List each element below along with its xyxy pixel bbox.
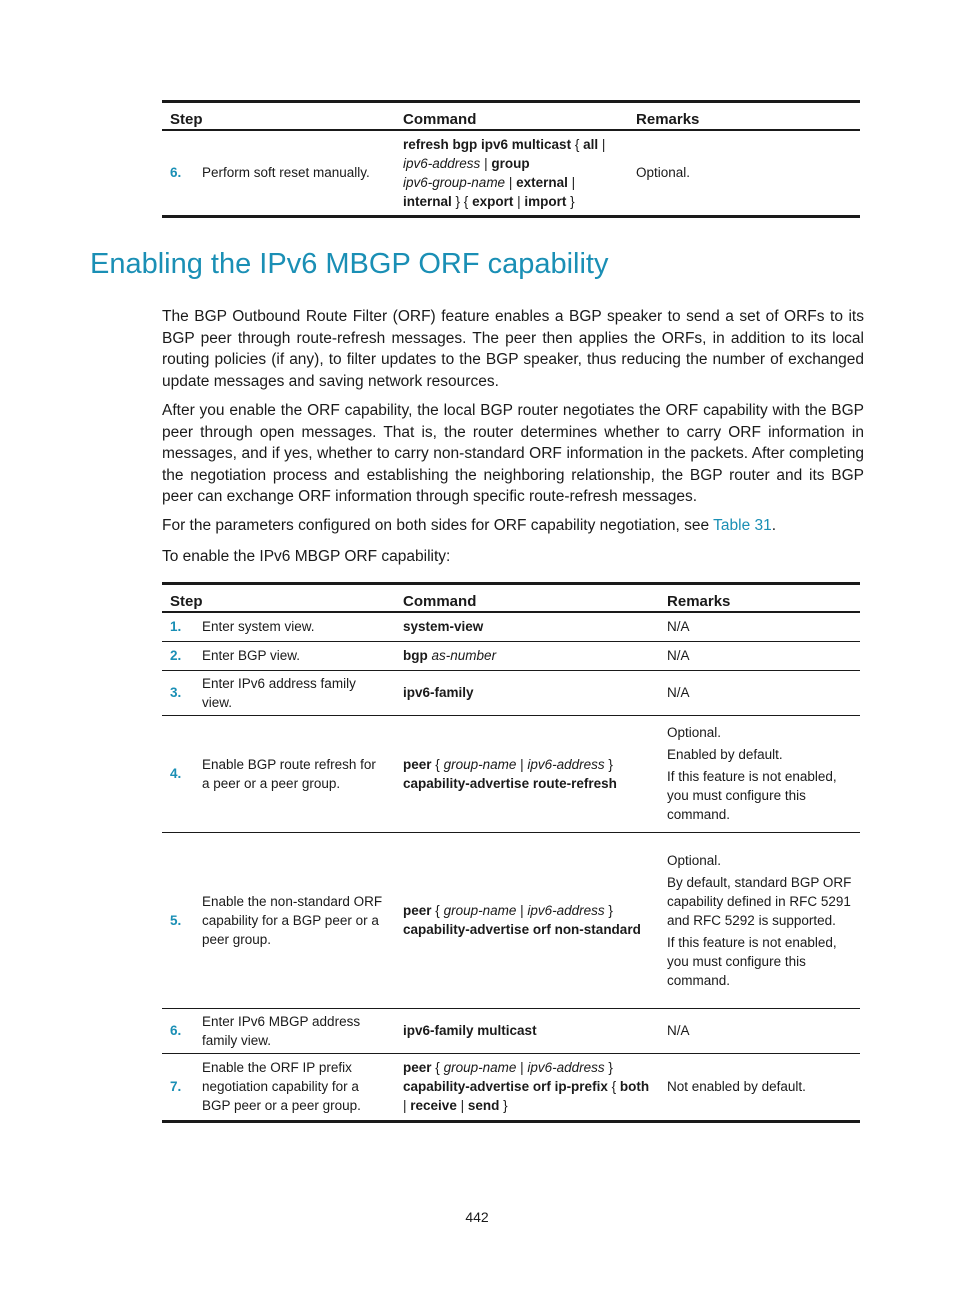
paragraph-parameters: For the parameters configured on both sides for ORF capability negotiation, see Table 31. (162, 517, 777, 534)
command-syntax: bgp as-number (395, 641, 659, 670)
step-number: 2. (162, 641, 194, 670)
command-syntax: ipv6-family (395, 670, 659, 715)
table-row (162, 670, 860, 715)
command-syntax: peer { group-name | ipv6-address } capability-advertise orf non-standard (395, 832, 659, 1008)
step-remarks: N/A (659, 641, 860, 670)
page-number: 442 (465, 1209, 489, 1225)
command-syntax: peer { group-name | ipv6-address } capability-advertise orf ip-prefix { both | receive | send } (395, 1053, 659, 1121)
step-remarks: Optional. Enabled by default. If this feature is not enabled, you must configure this command. (659, 715, 860, 832)
table-row (162, 641, 860, 670)
table-row (162, 130, 860, 216)
step-description: Enable the non-standard ORF capability for a BGP peer or a peer group. (194, 832, 395, 1008)
header-remarks: Remarks (628, 102, 860, 131)
step-description: Enter IPv6 MBGP address family view. (194, 1008, 395, 1053)
step-description: Perform soft reset manually. (202, 165, 370, 181)
header-remarks: Remarks (659, 584, 860, 613)
step-description: Enter system view. (202, 619, 315, 635)
step-number: 5. (162, 832, 194, 1008)
command-syntax: ipv6-family multicast (395, 1008, 659, 1053)
step-description: Enable BGP route refresh for a peer or a peer group. (194, 715, 395, 832)
table-row (162, 715, 860, 832)
step-number: 1. (170, 619, 182, 635)
step-remarks: Not enabled by default. (659, 1053, 860, 1121)
step-description: Enter BGP view. (194, 641, 395, 670)
header-step: Step (162, 584, 395, 613)
step-remarks: N/A (659, 670, 860, 715)
paragraph-orf-intro: The BGP Outbound Route Filter (ORF) feature enables a BGP speaker to send a set of ORFs to its BGP peer through route-refresh messages. The peer then applies the ORFs, in addition to its local routing policies (if any), to filter updates to the BGP speaker, thus reducing the number of exchanged update messages and saving network resources. (162, 308, 864, 390)
paragraph-procedure-intro: To enable the IPv6 MBGP ORF capability: (162, 548, 451, 565)
command-table-soft-reset (162, 100, 860, 218)
header-step: Step (162, 102, 395, 131)
step-number: 7. (162, 1053, 194, 1121)
step-number: 4. (162, 715, 194, 832)
step-number: 6. (170, 165, 182, 181)
header-command: Command (395, 584, 659, 613)
command-syntax: peer { group-name | ipv6-address } capability-advertise route-refresh (395, 715, 659, 832)
step-number: 6. (162, 1008, 194, 1053)
step-remarks: N/A (659, 1008, 860, 1053)
step-number: 3. (162, 670, 194, 715)
table-row (162, 1008, 860, 1053)
step-remarks: Optional. (636, 165, 691, 181)
header-command: Command (395, 102, 628, 131)
step-remarks: Optional. By default, standard BGP ORF capability defined in RFC 5291 and RFC 5292 is supported. If this feature is not enabled, you must configure this command. (659, 832, 860, 1008)
command-table-orf (162, 582, 860, 1123)
command-syntax: system-view (403, 619, 484, 635)
step-description: Enable the ORF IP prefix negotiation capability for a BGP peer or a peer group. (194, 1053, 395, 1121)
table-31-link[interactable]: Table 31 (713, 517, 772, 534)
table-row (162, 1053, 860, 1121)
table-header-row (162, 584, 860, 613)
paragraph-orf-negotiation: After you enable the ORF capability, the local BGP router negotiates the ORF capability with the BGP peer through open messages. That is, the router determines whether to carry ORF information in messages, and if yes, whether to carry non-standard ORF information in the packets. After completing the negotiation process and establishing the neighboring relationship, the BGP router and its BGP peer can exchange ORF information through specific route-refresh messages. (162, 402, 864, 505)
section-title: Enabling the IPv6 MBGP ORF capability (90, 248, 609, 280)
step-description: Enter IPv6 address family view. (194, 670, 395, 715)
table-row (162, 832, 860, 1008)
step-remarks: N/A (667, 619, 690, 635)
table-header-row (162, 102, 860, 131)
table-row (162, 612, 860, 641)
command-syntax: refresh bgp ipv6 multicast { all | ipv6-address | group ipv6-group-name | external | internal } { export | import } (403, 136, 606, 209)
